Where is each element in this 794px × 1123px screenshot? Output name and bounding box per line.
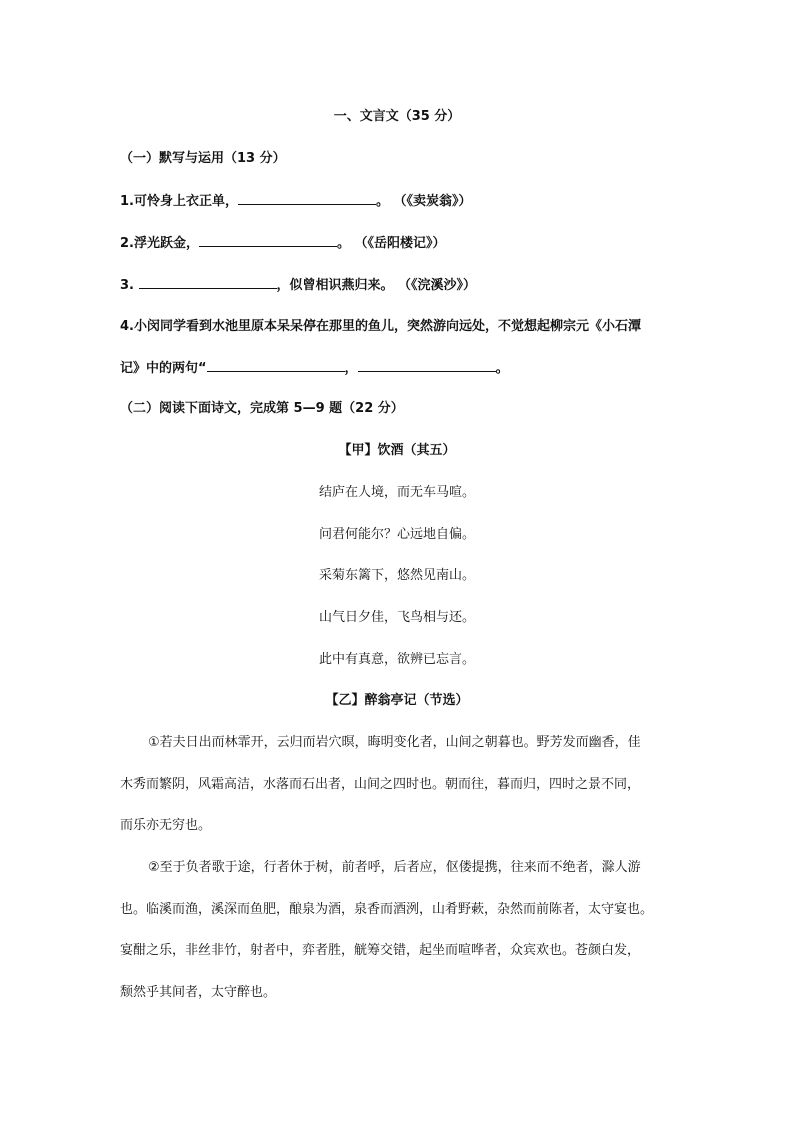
q1-after: 。 （《卖炭翁》） [375,194,472,209]
q2-before: 2.浮光跃金， [120,236,199,251]
poem-line: 采菊东篱下，悠然见南山。 [318,568,475,583]
poem-line: 问君何能尔？心远地自偏。 [318,527,475,542]
question-4-line2 [120,359,509,378]
poem-title: 【甲】饮酒（其五） [338,443,456,458]
question-4-line1: 4.小闵同学看到水池里原本呆呆停在那里的鱼儿，突然游向远处，不觉想起柳宗元《小石潭 [120,319,641,334]
poem-line: 此中有真意，欲辨已忘言。 [318,652,475,667]
prose-title: 【乙】醉翁亭记（节选） [325,693,469,708]
q4-blank-2[interactable] [358,359,496,372]
q2-after: 。 （《岳阳楼记》） [336,236,446,251]
question-3 [120,276,476,295]
q1-before: 1.可怜身上衣正单， [120,194,238,209]
q4-blank-1[interactable] [207,359,345,372]
prose-para1-line: ①若夫日出而林霏开，云归而岩穴暝，晦明变化者，山间之朝暮也。野芳发而幽香，佳 [148,735,641,750]
poem-line: 结庐在人境，而无车马喧。 [318,485,475,500]
q4-mid: ， [344,361,358,376]
q3-after: ，似曾相识燕归来。 （《浣溪沙》） [276,278,477,293]
part2-title: （二）阅读下面诗文，完成第 5—9 题（22 分） [120,401,404,416]
q4-after: 。 [495,361,509,376]
q1-blank[interactable] [238,192,376,205]
prose-para2-line: ②至于负者歌于途，行者休于树，前者呼，后者应，伛偻提携，往来而不绝者，滁人游 [148,860,641,875]
prose-para2-line: 也。临溪而渔，溪深而鱼肥，酿泉为酒，泉香而酒洌，山肴野蔌，杂然而前陈者，太守宴也。 [120,902,654,917]
prose-para1-line: 而乐亦无穷也。 [120,818,212,833]
poem-line: 山气日夕佳，飞鸟相与还。 [318,610,475,625]
q3-before: 3. [120,278,139,293]
part1-title: （一）默写与运用（13 分） [120,151,286,166]
prose-para1-line: 木秀而繁阴，风霜高洁，水落而石出者，山间之四时也。朝而往，暮而归，四时之景不同， [120,777,641,792]
prose-para2-line: 宴酣之乐，非丝非竹，射者中，弈者胜，觥筹交错，起坐而喧哗者，众宾欢也。苍颜白发， [120,943,641,958]
q2-blank[interactable] [199,234,337,247]
section-title: 一、文言文（35 分） [333,109,461,124]
question-2 [120,234,446,253]
question-1 [120,192,472,211]
q3-blank[interactable] [139,276,277,289]
q4-before: 记》中的两句“ [120,361,207,376]
prose-para2-line: 颓然乎其间者，太守醉也。 [120,985,277,1000]
